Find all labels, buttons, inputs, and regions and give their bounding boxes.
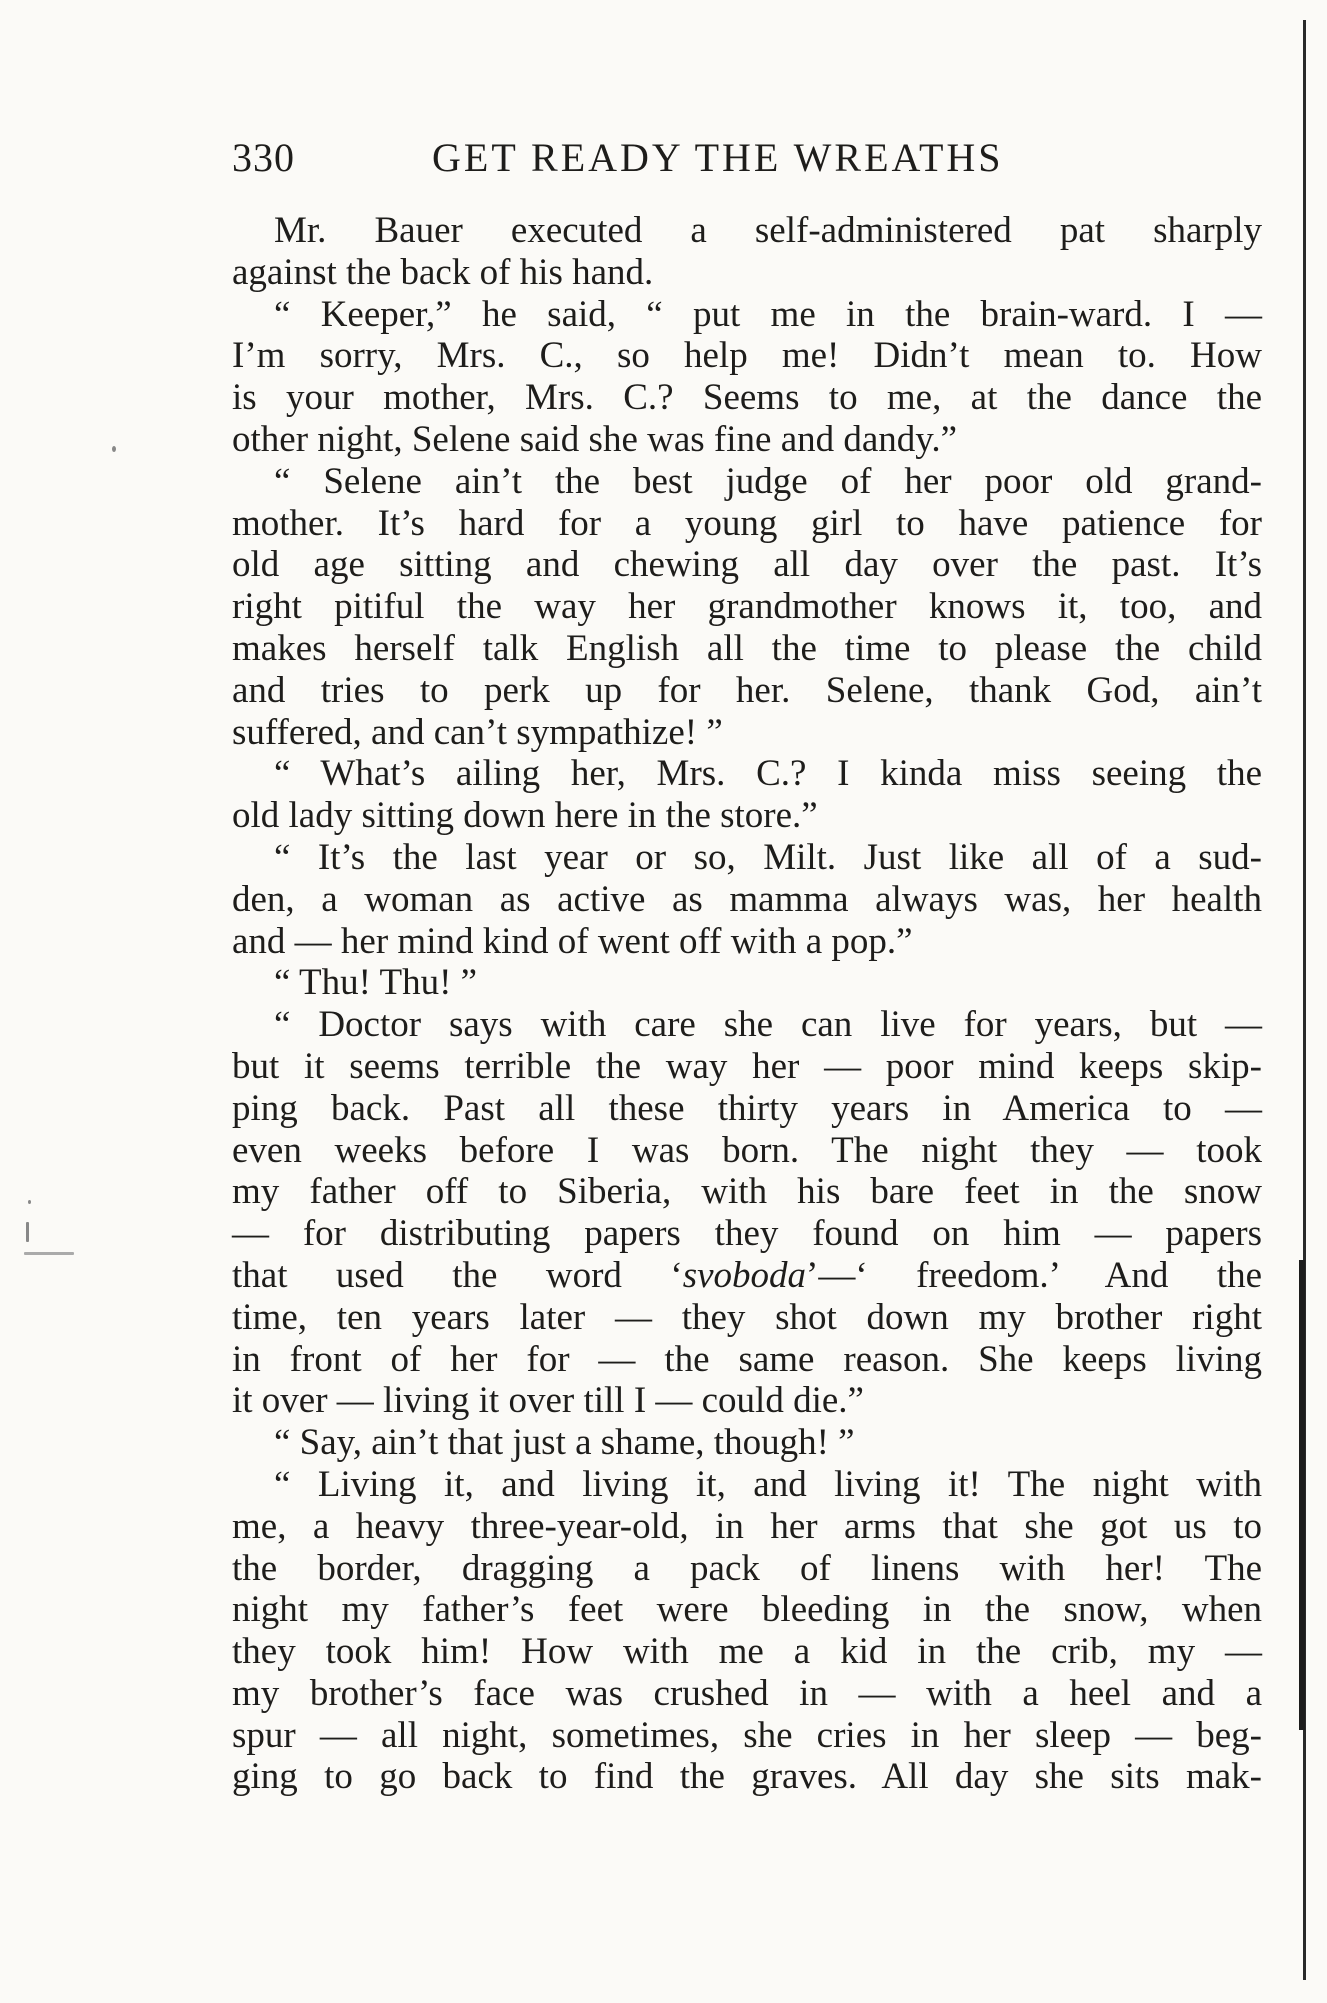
running-title: GET READY THE WREATHS <box>432 135 1004 180</box>
text-line: “ Living it, and living it, and living it! The night with <box>274 1463 1262 1505</box>
margin-speck <box>24 1252 74 1255</box>
text-line: I’m sorry, Mrs. C., so help me! Didn’t mean to. How <box>232 335 1262 377</box>
text-line: — for distributing papers they found on him — papers <box>232 1213 1262 1255</box>
text-line: den, a woman as active as mamma always was, her health <box>232 878 1262 920</box>
text-line: my father off to Siberia, with his bare feet in the snow <box>232 1171 1262 1213</box>
text-line: suffered, and can’t sympathize! ” <box>232 711 723 753</box>
text-line: right pitiful the way her grandmother knows it, too, and <box>232 586 1262 628</box>
text-line: time, ten years later — they shot down my brother right <box>232 1296 1262 1338</box>
text-line: “ Doctor says with care she can live for years, but — <box>274 1004 1262 1046</box>
text-line: in front of her for — the same reason. She keeps living <box>232 1338 1262 1380</box>
text-line: “ Keeper,” he said, “ put me in the brain-ward. I — <box>274 293 1262 335</box>
text-line: ging to go back to find the graves. All day she sits mak- <box>232 1756 1262 1798</box>
text-line: “ Selene ain’t the best judge of her poor old grand- <box>274 460 1262 502</box>
text-line: old lady sitting down here in the store.” <box>232 795 818 837</box>
text-line: “ It’s the last year or so, Milt. Just like all of a sud- <box>274 836 1262 878</box>
page-number: 330 <box>232 135 295 180</box>
italic-word: svoboda <box>682 1254 807 1296</box>
text-line: “ What’s ailing her, Mrs. C.? I kinda miss seeing the <box>274 753 1262 795</box>
text-line: that used the word ‘svoboda’—‘ freedom.’ And the <box>232 1254 1262 1296</box>
text-line: old age sitting and chewing all day over the past. It’s <box>232 544 1262 586</box>
margin-speck <box>112 446 116 452</box>
text-line: my brother’s face was crushed in — with a heel and a <box>232 1672 1262 1714</box>
text-line: and — her mind kind of went off with a pop.” <box>232 920 913 962</box>
text-line: even weeks before I was born. The night they — took <box>232 1129 1262 1171</box>
text-line: against the back of his hand. <box>232 251 654 293</box>
page-header <box>232 134 1072 184</box>
text-line: Mr. Bauer executed a self-administered pat sharply <box>274 210 1262 251</box>
text-line: and tries to perk up for her. Selene, thank God, ain’t <box>232 669 1262 711</box>
margin-speck <box>26 1222 29 1242</box>
margin-speck <box>28 1200 31 1204</box>
text-line: night my father’s feet were bleeding in the snow, when <box>232 1589 1262 1631</box>
text-line: mother. It’s hard for a young girl to have patience for <box>232 502 1262 544</box>
page-edge-shadow <box>1299 1260 1305 1730</box>
text-line: other night, Selene said she was fine and dandy.” <box>232 418 958 460</box>
text-line: me, a heavy three-year-old, in her arms that she got us to <box>232 1505 1262 1547</box>
text-line: spur — all night, sometimes, she cries in her sleep — beg- <box>232 1714 1262 1756</box>
body-text <box>232 210 1262 1798</box>
text-line: “ Say, ain’t that just a shame, though! ” <box>274 1422 855 1464</box>
text-line: but it seems terrible the way her — poor mind keeps skip- <box>232 1045 1262 1087</box>
text-line: is your mother, Mrs. C.? Seems to me, at the dance the <box>232 377 1262 419</box>
text-line: “ Thu! Thu! ” <box>274 962 478 1004</box>
text-line: ping back. Past all these thirty years in America to — <box>232 1087 1262 1129</box>
text-line: makes herself talk English all the time to please the child <box>232 627 1262 669</box>
text-line: the border, dragging a pack of linens with her! The <box>232 1547 1262 1589</box>
text-line: it over — living it over till I — could die.” <box>232 1380 864 1422</box>
text-line: they took him! How with me a kid in the crib, my — <box>232 1631 1262 1673</box>
